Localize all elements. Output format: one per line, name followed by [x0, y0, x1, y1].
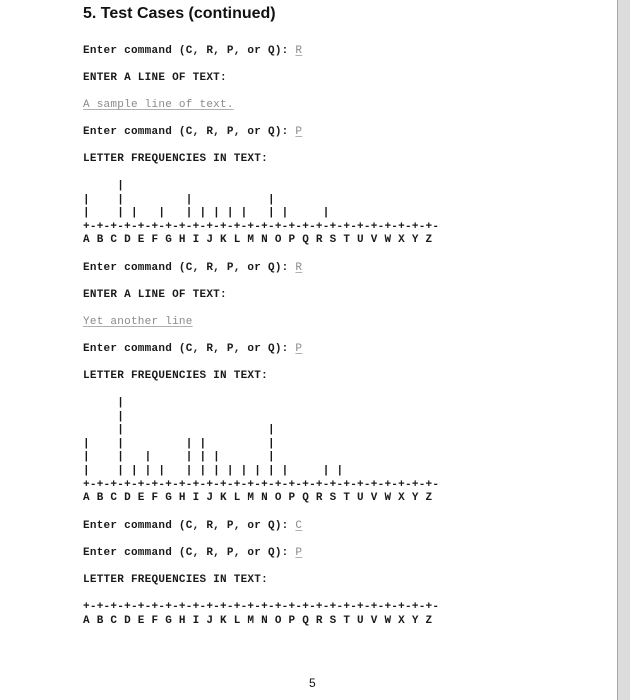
- command-input: R: [295, 262, 303, 274]
- histogram-row: | | | | | | | | | | | | | | |: [83, 464, 344, 477]
- histogram-row: | | | |: [83, 193, 275, 206]
- histogram-letters: A B C D E F G H I J K L M N O P Q R S T U V W X Y Z: [83, 234, 433, 247]
- text-input: Yet another line: [83, 316, 193, 328]
- histogram-axis: +-+-+-+-+-+-+-+-+-+-+-+-+-+-+-+-+-+-+-+-+-+-+-+-+-+-: [83, 478, 440, 491]
- command-prompt: Enter command (C, R, P, or Q):: [83, 343, 296, 355]
- freq-heading-2: LETTER FREQUENCIES IN TEXT:: [83, 370, 268, 382]
- histogram-letters: A B C D E F G H I J K L M N O P Q R S T U V W X Y Z: [83, 614, 433, 627]
- freq-heading-1: LETTER FREQUENCIES IN TEXT:: [83, 153, 268, 165]
- histogram-row: | |: [83, 424, 275, 437]
- command-line-2: [83, 126, 302, 138]
- command-prompt: Enter command (C, R, P, or Q):: [83, 45, 296, 57]
- command-input: R: [295, 45, 303, 57]
- histogram-row: | | | | | | |: [83, 451, 275, 464]
- command-prompt: Enter command (C, R, P, or Q):: [83, 547, 296, 559]
- text-input-line-2: [83, 316, 193, 328]
- command-prompt: Enter command (C, R, P, or Q):: [83, 126, 296, 138]
- command-input: P: [295, 343, 303, 355]
- command-line-4: [83, 343, 302, 355]
- histogram-axis: +-+-+-+-+-+-+-+-+-+-+-+-+-+-+-+-+-+-+-+-+-+-+-+-+-+-: [83, 220, 440, 233]
- command-input: C: [295, 520, 303, 532]
- histogram-row: |: [83, 410, 125, 423]
- histogram-letters: A B C D E F G H I J K L M N O P Q R S T U V W X Y Z: [83, 492, 433, 505]
- freq-heading-3: LETTER FREQUENCIES IN TEXT:: [83, 574, 268, 586]
- command-line-6: [83, 547, 302, 559]
- command-input: P: [295, 547, 303, 559]
- section-heading: 5. Test Cases (continued): [83, 5, 276, 22]
- histogram-row: |: [83, 180, 125, 192]
- command-line-3: [83, 262, 302, 274]
- histogram-axis: +-+-+-+-+-+-+-+-+-+-+-+-+-+-+-+-+-+-+-+-+-+-+-+-+-+-: [83, 601, 440, 613]
- command-prompt: Enter command (C, R, P, or Q):: [83, 262, 296, 274]
- histogram-2: [83, 397, 439, 506]
- histogram-row: |: [83, 397, 125, 409]
- page-number: 5: [309, 676, 316, 690]
- histogram-row: | | | | |: [83, 437, 275, 450]
- command-line-5: [83, 520, 302, 532]
- histogram-3: [83, 601, 439, 628]
- histogram-1: [83, 180, 439, 248]
- command-line-1: [83, 45, 302, 57]
- enter-line-prompt-2: ENTER A LINE OF TEXT:: [83, 289, 227, 301]
- text-input-line-1: [83, 99, 234, 111]
- text-input: A sample line of text.: [83, 99, 234, 111]
- enter-line-prompt-1: ENTER A LINE OF TEXT:: [83, 72, 227, 84]
- command-input: P: [295, 126, 303, 138]
- command-prompt: Enter command (C, R, P, or Q):: [83, 520, 296, 532]
- viewer-background: [618, 0, 630, 700]
- histogram-row: | | | | | | | | | | | |: [83, 207, 330, 220]
